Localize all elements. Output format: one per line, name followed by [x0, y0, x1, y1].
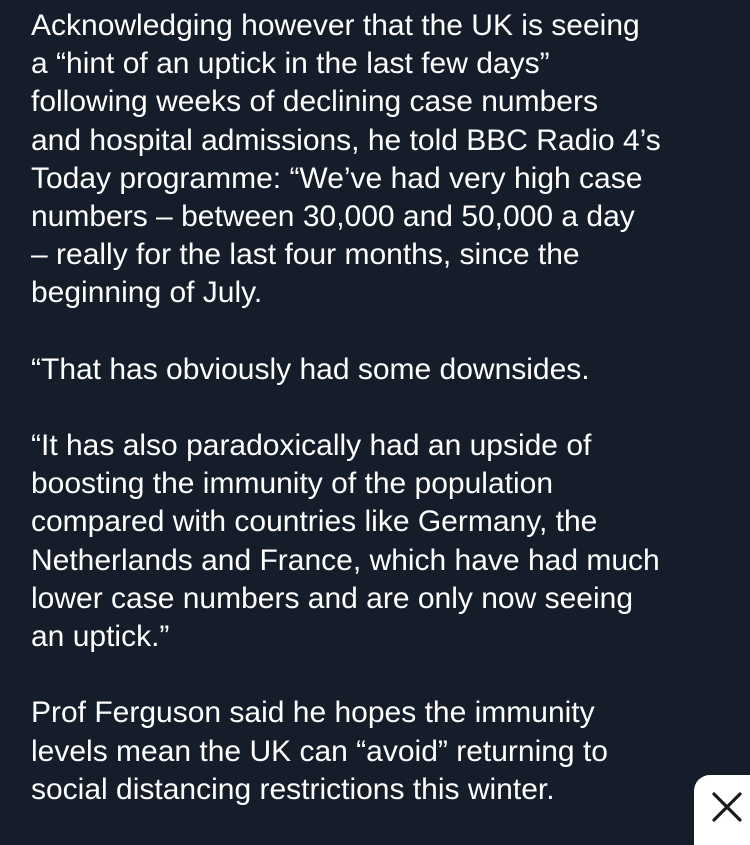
text-line: compared with countries like Germany, the [31, 505, 598, 539]
paragraph-3 [31, 427, 731, 656]
text-line: Prof Ferguson said he hopes the immunity [31, 696, 595, 730]
text-line: levels mean the UK can “avoid” returning to [31, 734, 608, 768]
text-line: “It has also paradoxically had an upside of [31, 429, 592, 463]
paragraph-spacer [31, 313, 731, 351]
paragraph-spacer [31, 656, 731, 694]
text-line: an uptick.” [31, 620, 170, 653]
text-line: Netherlands and France, which have had much [31, 543, 660, 577]
text-line: following weeks of declining case numbers [31, 85, 598, 119]
text-line: beginning of July. [31, 276, 263, 310]
text-line: – really for the last four months, since the [31, 238, 580, 272]
text-line: Today programme: “We’ve had very high case [31, 161, 643, 195]
paragraph-1 [31, 7, 731, 313]
article-text [31, 7, 731, 809]
text-line: Acknowledging however that the UK is seeing [31, 9, 640, 42]
text-line: boosting the immunity of the population [31, 467, 553, 501]
paragraph-spacer [31, 389, 731, 427]
close-button[interactable] [694, 775, 750, 845]
text-line: lower case numbers and are only now seeing [31, 581, 634, 615]
text-line: a “hint of an uptick in the last few days” [31, 47, 550, 81]
paragraph-2 [31, 351, 731, 389]
paragraph-4 [31, 694, 731, 809]
text-line: social distancing restrictions this winter. [31, 772, 555, 806]
text-line: and hospital admissions, he told BBC Radio 4’s [31, 123, 661, 157]
text-line: numbers – between 30,000 and 50,000 a day [31, 199, 635, 233]
text-line: “That has obviously had some downsides. [31, 352, 590, 386]
